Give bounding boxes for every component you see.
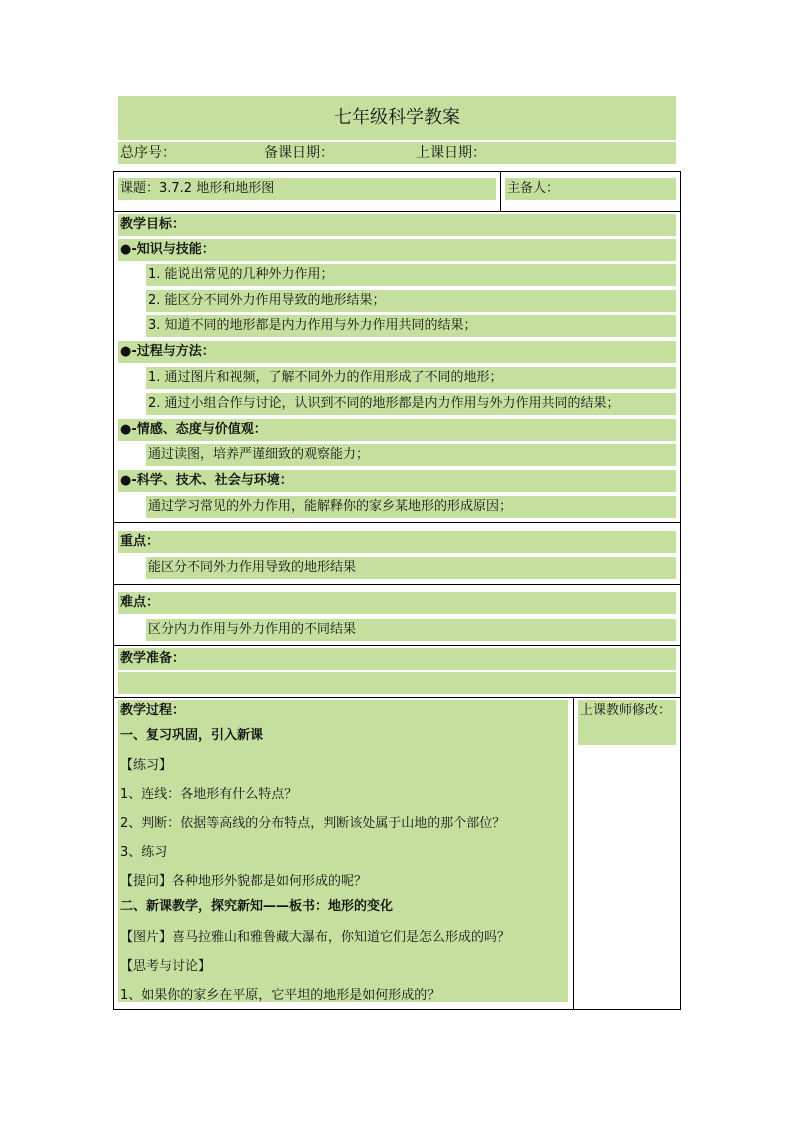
- table-border-left: [113, 171, 114, 1010]
- process-line: 1、连线：各地形有什么特点？: [120, 787, 298, 802]
- process-line: 1、如果你的家乡在平原，它平坦的地形是如何形成的？: [120, 988, 441, 1003]
- sts-heading: ●-科学、技术、社会与环境：: [120, 473, 293, 488]
- row-divider: [113, 522, 681, 523]
- objectives-title-band: [118, 214, 676, 236]
- key-point-title-band: [118, 531, 676, 553]
- row-divider: [113, 211, 681, 212]
- header-meta-band: [118, 142, 676, 164]
- process-title: 教学过程：: [120, 703, 186, 718]
- table-border-right: [680, 171, 681, 1010]
- serial-number-label: 总序号：: [120, 145, 176, 161]
- knowledge-heading: ●-知识与技能：: [120, 242, 215, 257]
- knowledge-item: 1. 能说出常见的几种外力作用；: [148, 267, 334, 282]
- row-divider: [113, 584, 681, 585]
- preparation-title-band: [118, 648, 676, 670]
- preparer-label: 主备人：: [507, 181, 560, 196]
- col-divider: [573, 697, 574, 1010]
- sts-heading-band: [118, 470, 676, 492]
- table-border-top: [113, 171, 681, 172]
- process-line: 【图片】喜马拉雅山和雅鲁藏大瀑布，你知道它们是怎么形成的吗？: [120, 930, 511, 945]
- difficulty-title: 难点：: [120, 595, 160, 610]
- knowledge-heading-band: [118, 239, 676, 261]
- process-line: 3、练习: [120, 845, 168, 860]
- difficulty-content: 区分内力作用与外力作用的不同结果: [148, 622, 357, 637]
- col-divider: [500, 171, 501, 212]
- process-item: 2. 通过小组合作与讨论，认识到不同的地形都是内力作用与外力作用共同的结果；: [148, 396, 620, 411]
- preparation-title: 教学准备：: [120, 651, 186, 666]
- process-line: 2、判断：依据等高线的分布特点，判断该处属于山地的那个部位？: [120, 816, 506, 831]
- process-line: 一、复习巩固，引入新课: [120, 728, 264, 743]
- process-left-column: [118, 700, 568, 1002]
- teacher-edit-label: 上课教师修改：: [580, 703, 672, 718]
- objectives-title: 教学目标：: [120, 217, 186, 232]
- process-line: 【练习】: [120, 758, 173, 773]
- preparation-empty-band: [118, 672, 676, 694]
- table-border-bottom: [113, 1009, 681, 1010]
- difficulty-title-band: [118, 592, 676, 614]
- process-line: 【思考与讨论】: [120, 959, 212, 974]
- row-divider: [113, 645, 681, 646]
- process-line: 二、新课教学，探究新知——板书：地形的变化: [120, 899, 394, 914]
- key-point-title: 重点：: [120, 534, 160, 549]
- process-item: 1. 通过图片和视频，了解不同外力的作用形成了不同的地形；: [148, 370, 503, 385]
- attitude-heading: ●-情感、态度与价值观：: [120, 422, 267, 437]
- row-divider: [113, 697, 681, 698]
- topic-label: 课题：3.7.2 地形和地形图: [120, 181, 275, 196]
- page-title: 七年级科学教案: [334, 107, 460, 128]
- process-line: 【提问】各种地形外貌都是如何形成的呢？: [120, 874, 368, 889]
- class-date-label: 上课日期：: [416, 145, 486, 161]
- attitude-heading-band: [118, 419, 676, 441]
- process-method-heading: ●-过程与方法：: [120, 344, 215, 359]
- knowledge-item: 2. 能区分不同外力作用导致的地形结果；: [148, 293, 386, 308]
- key-point-content: 能区分不同外力作用导致的地形结果: [148, 560, 357, 575]
- process-heading-band: [118, 341, 676, 363]
- knowledge-item: 3. 知道不同的地形都是内力作用与外力作用共同的结果；: [148, 318, 477, 333]
- sts-item: 通过学习常见的外力作用，能解释你的家乡某地形的形成原因；: [148, 499, 513, 514]
- prep-date-label: 备课日期：: [264, 145, 334, 161]
- attitude-item: 通过读图，培养严谨细致的观察能力；: [148, 447, 370, 462]
